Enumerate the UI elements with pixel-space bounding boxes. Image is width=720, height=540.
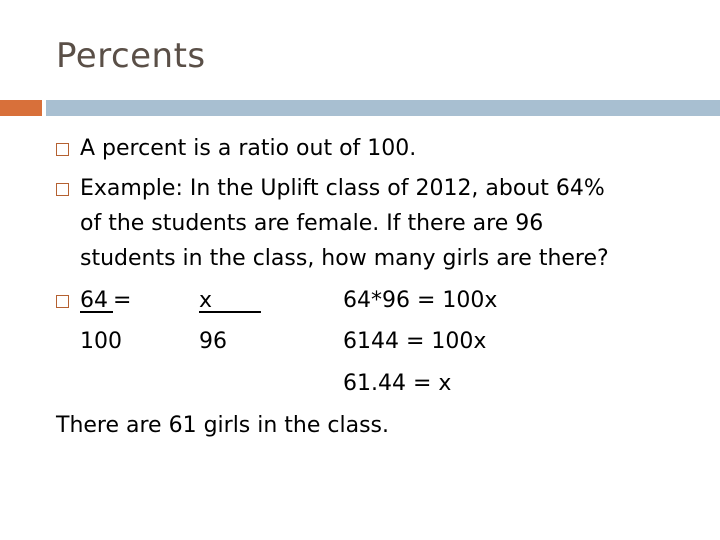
proportion-numerator-left: 64 bbox=[80, 288, 108, 313]
proportion-denominator-right: 96 bbox=[199, 329, 227, 354]
bullet-square-icon bbox=[56, 295, 69, 308]
title-rule-divider bbox=[42, 100, 45, 116]
proportion-denominator-left: 100 bbox=[80, 329, 122, 354]
solution-step-3: 61.44 = x bbox=[343, 371, 452, 396]
solution-step-1: 64*96 = 100x bbox=[343, 288, 498, 313]
proportion-equals: = bbox=[113, 288, 132, 313]
bullet-text: Example: In the Uplift class of 2012, about 64% bbox=[80, 176, 605, 201]
proportion-underline-spacer bbox=[106, 283, 113, 319]
bullet-text: A percent is a ratio out of 100. bbox=[80, 136, 417, 161]
proportion-underline-spacer bbox=[212, 283, 261, 319]
solution-step-2: 6144 = 100x bbox=[343, 329, 487, 354]
bullet-text-continued: of the students are female. If there are 96 bbox=[80, 211, 544, 236]
title-rule-accent bbox=[0, 100, 42, 116]
bullet-square-icon bbox=[56, 143, 69, 156]
proportion-numerator-right: x bbox=[199, 288, 213, 313]
bullet-text-continued: students in the class, how many girls are there? bbox=[80, 246, 609, 271]
slide-title: Percents bbox=[56, 36, 206, 76]
conclusion-text: There are 61 girls in the class. bbox=[56, 413, 390, 438]
title-rule bbox=[46, 100, 720, 116]
bullet-square-icon bbox=[56, 183, 69, 196]
